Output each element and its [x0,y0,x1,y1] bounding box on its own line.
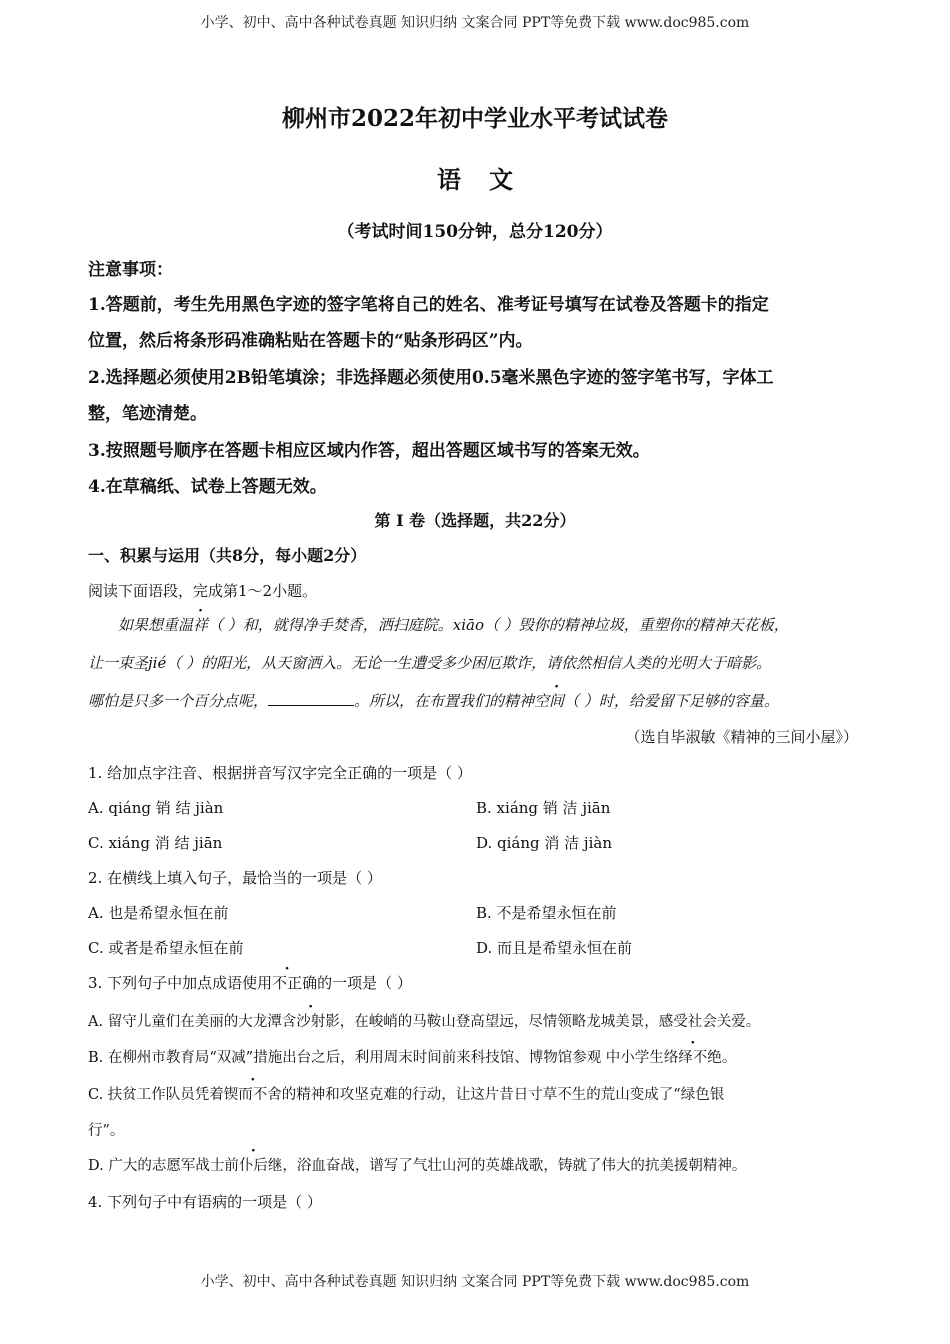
dotted-idiom: 前仆后继 [224,1158,283,1174]
q2-option-b: B. 不是希望永恒在前 [476,904,617,922]
dotted-idiom: 络绎不绝 [663,1050,722,1066]
q3-option-a: A. 留守儿童们在美丽的大龙潭含沙射影，在峻峭的马鞍山登高望远，尽情领略龙城美景，感受社会关爱。 [88,1010,760,1031]
q2-option-d: D. 而且是希望永恒在前 [476,939,633,957]
dotted-char: 祥 [193,616,209,634]
q2-stem: 2. 在横线上填入句子，最恰当的一项是（ ） [88,869,382,887]
footer-banner: 小学、初中、高中各种试卷真题 知识归纳 文案合同 PPT等免费下载 www.doc985.com [200,1274,750,1290]
exam-title: 柳州市2022年初中学业水平考试试卷 [281,105,668,132]
notice-line: 3.按照题号顺序在答题卡相应区域内作答，超出答题区域书写的答案无效。 [88,441,650,461]
notice-heading: 注意事项： [88,260,173,280]
dotted-idiom: 含沙射影 [281,1014,340,1030]
dotted-char: 间 [549,692,565,710]
exam-time-note: （考试时间150分钟，总分120分） [337,222,613,242]
passage-line-1: 如果想重温祥（ ）和，就得净手焚香，洒扫庭院。xiāo（ ）毁你的精神垃圾，重塑你的精神天花板， [118,616,789,634]
q3-option-c-cont: 行”。 [88,1123,125,1139]
q1-option-a: A. qiáng 销 结 jiàn [88,799,224,817]
part1-heading: 第 Ⅰ 卷（选择题，共22分） [374,511,576,530]
reading-intro: 阅读下面语段，完成第1～2小题。 [88,582,318,600]
q3-stem: 3. 下列句子中加点成语使用不正确的一项是（ ） [88,974,412,992]
passage-line-3: 哪怕是只多一个百分点呢， 。所以，在布置我们的精神空间（ ）时，给爱留下足够的容量。 [88,692,779,710]
q1-option-d: D. qiáng 消 洁 jiàn [476,834,612,852]
notice-line: 2.选择题必须使用2B铅笔填涂；非选择题必须使用0.5毫米黑色字迹的签字笔书写，字体工 [88,368,774,388]
q2-option-c: C. 或者是希望永恒在前 [88,939,244,957]
notice-line: 1.答题前，考生先用黑色字迹的签字笔将自己的姓名、准考证号填写在试卷及答题卡的指定 [88,295,769,315]
q3-option-b: B. 在柳州市教育局“双减”措施出台之后，利用周末时间前来科技馆、博物馆参观 中小学生络绎不绝。 [88,1046,736,1067]
q2-option-a: A. 也是希望永恒在前 [88,904,229,922]
q1-stem: 1. 给加点字注音、根据拼音写汉字完全正确的一项是（ ） [88,764,472,782]
q1-option-c: C. xiáng 消 结 jiān [88,834,223,852]
notice-line: 4.在草稿纸、试卷上答题无效。 [88,477,327,497]
notice-line: 整，笔迹清楚。 [88,404,207,424]
passage-source: （选自毕淑敏《精神的三间小屋》） [625,728,858,746]
header-banner: 小学、初中、高中各种试卷真题 知识归纳 文案合同 PPT等免费下载 www.doc985.com [200,15,750,31]
q1-option-b: B. xiáng 销 洁 jiān [476,799,611,817]
notice-line: 位置，然后将条形码准确粘贴在答题卡的“贴条形码区”内。 [88,331,533,351]
passage-line-2: 让一束圣jié（ ）的阳光，从天窗洒入。无论一生遭受多少困厄欺诈，请依然相信人类的光明大于暗影。 [88,654,772,672]
subject-title: 语文 [437,165,541,194]
fill-blank [268,705,354,706]
section-heading: 一、积累与运用（共8分，每小题2分） [88,546,367,565]
q4-stem: 4. 下列句子中有语病的一项是（ ） [88,1193,322,1211]
dotted-idiom: 锲而不舍 [223,1087,282,1103]
q3-option-c: C. 扶贫工作队员凭着锲而不舍的精神和攻坚克难的行动，让这片昔日寸草不生的荒山变成了“绿色银 [88,1083,724,1104]
dotted-text: 不正 [272,974,303,992]
q3-option-d: D. 广大的志愿军战士前仆后继，浴血奋战，谱写了气壮山河的英雄战歌，铸就了伟大的抗美援朝精神。 [88,1154,746,1175]
